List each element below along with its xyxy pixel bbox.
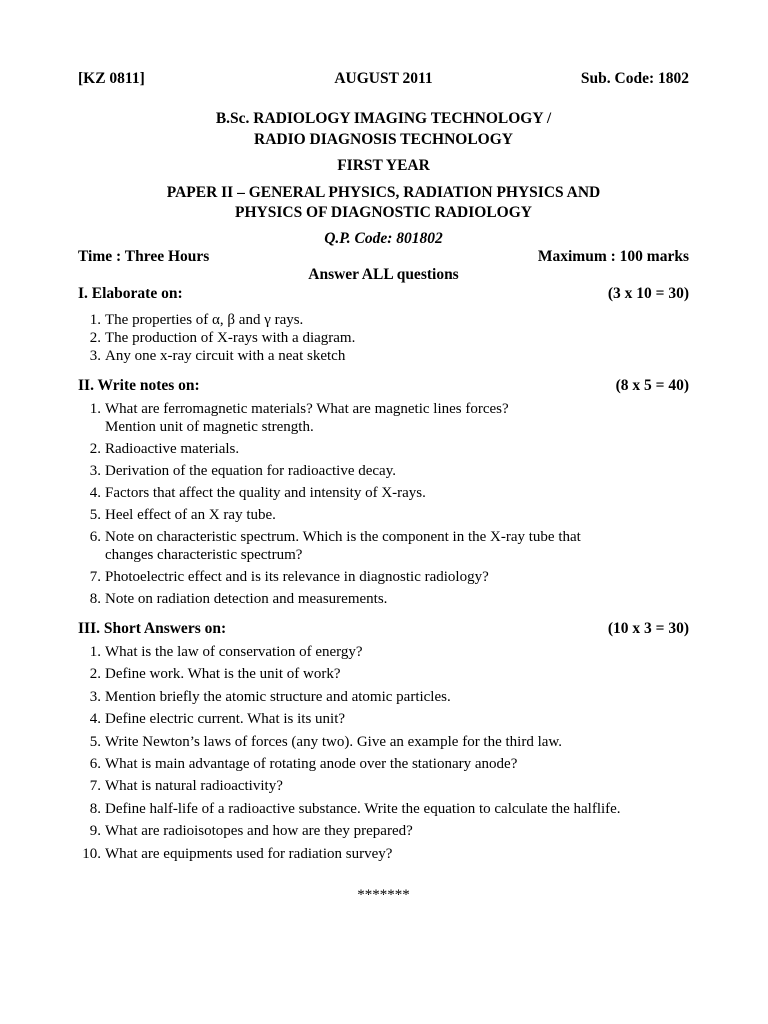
question-item: 5. Write Newton’s laws of forces (any two). Give an example for the third law.	[89, 733, 563, 750]
question-item: 9. What are radioisotopes and how are they prepared?	[89, 823, 413, 840]
question-item: 8. Define half-life of a radioactive substance. Write the equation to calculate the halflife.	[89, 800, 621, 817]
year-title: FIRST YEAR	[337, 157, 430, 174]
maximum-marks: Maximum : 100 marks	[537, 248, 689, 265]
section-title: II. Write notes on:	[78, 377, 200, 394]
end-of-paper-marker: *******	[357, 886, 410, 903]
question-item: 4. Factors that affect the quality and intensity of X-rays.	[89, 485, 426, 501]
section-marks: (10 x 3 = 30)	[607, 620, 689, 637]
question-item: 10. What are equipments used for radiation survey?	[82, 845, 393, 862]
section-marks: (8 x 5 = 40)	[615, 377, 689, 394]
course-title-line1: B.Sc. RADIOLOGY IMAGING TECHNOLOGY /	[215, 110, 552, 127]
instruction: Answer ALL questions	[308, 266, 459, 283]
exam-code: [KZ 0811]	[78, 70, 145, 87]
question-item: 4. Define electric current. What is its unit?	[89, 711, 346, 728]
question-item: 7. What is natural radioactivity?	[89, 778, 283, 795]
question-item: 2. Define work. What is the unit of work?	[89, 666, 341, 683]
question-item: 2. The production of X-rays with a diagram.	[89, 330, 356, 346]
section-1-questions	[78, 311, 689, 365]
section-3-heading	[78, 620, 689, 638]
question-item: 1. The properties of α, β and γ rays.	[89, 312, 304, 328]
section-2-questions	[78, 400, 689, 608]
question-item: 7. Photoelectric effect and is its relevance in diagnostic radiology?	[89, 569, 489, 585]
paper-title-line2: PHYSICS OF DIAGNOSTIC RADIOLOGY	[235, 204, 532, 221]
question-item: 6. Note on characteristic spectrum. Which is the component in the X-ray tube that changes characteristic spectrum?	[89, 529, 581, 563]
question-item: 3. Mention briefly the atomic structure and atomic particles.	[89, 688, 451, 705]
qp-code: Q.P. Code: 801802	[324, 230, 443, 247]
subject-code: Sub. Code: 1802	[580, 70, 689, 87]
question-item: 1. What is the law of conservation of energy?	[89, 644, 363, 660]
question-item: 5. Heel effect of an X ray tube.	[89, 507, 276, 523]
paper-title-line1: PAPER II – GENERAL PHYSICS, RADIATION PHYSICS AND	[166, 184, 601, 201]
question-item: 3. Any one x-ray circuit with a neat sketch	[89, 348, 346, 364]
question-item: 6. What is main advantage of rotating anode over the stationary anode?	[89, 755, 518, 772]
question-item: 1. What are ferromagnetic materials? What are magnetic lines forces? Mention unit of magnetic strength.	[89, 401, 509, 435]
time-allowed: Time : Three Hours	[78, 248, 210, 265]
section-marks: (3 x 10 = 30)	[607, 285, 689, 302]
section-2-heading	[78, 377, 689, 395]
course-title-line2: RADIO DIAGNOSIS TECHNOLOGY	[254, 131, 513, 148]
time-marks-row	[78, 248, 689, 266]
section-3-questions	[78, 643, 689, 863]
section-1-heading	[78, 285, 689, 303]
question-item: 8. Note on radiation detection and measurements.	[89, 591, 388, 607]
section-title: I. Elaborate on:	[78, 285, 183, 302]
exam-date: AUGUST 2011	[334, 70, 433, 87]
question-item: 3. Derivation of the equation for radioactive decay.	[89, 463, 396, 479]
header-row	[78, 70, 689, 92]
question-item: 2. Radioactive materials.	[89, 441, 240, 457]
section-title: III. Short Answers on:	[78, 620, 227, 637]
